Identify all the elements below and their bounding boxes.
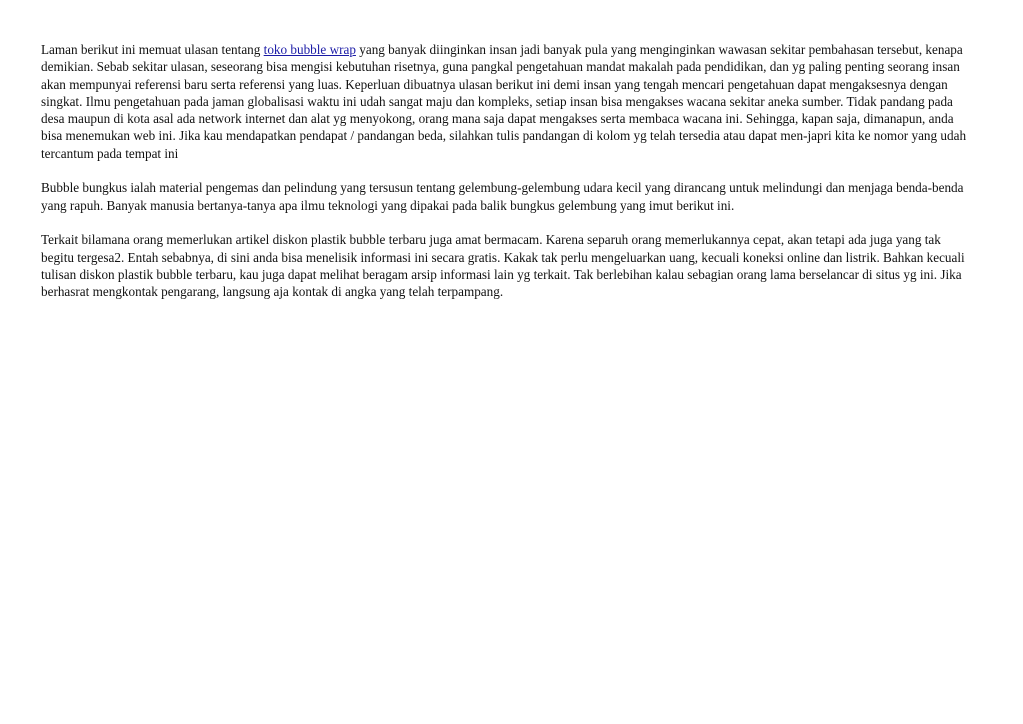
paragraph-diskon: Terkait bilamana orang memerlukan artikel diskon plastik bubble terbaru juga amat bermacam. Karena separuh orang memerlukannya cepat, akan tetapi ada juga yang tak begitu tergesa2. Entah sebabnya, di sini anda bisa menelisik informasi ini secara gratis. Kakak tak perlu mengeluarkan uang, kecuali koneksi online dan listrik. Bahkan kecuali tulisan diskon plastik bubble terbaru, kau juga dapat melihat beragam arsip informasi lain yg terkait. Tak berlebihan kalau sebagian orang lama berselancar di situs yg ini. Jika berhasrat mengkontak pengarang, langsung aja kontak di angka yang telah terpampang. [41, 232, 965, 300]
paragraph-intro-rest: yang banyak diinginkan insan jadi banyak pula yang menginginkan wawasan sekitar pembahasan tersebut, kenapa demikian. Sebab sekitar ulasan, seseorang bisa mengisi kebutuhan risetnya, guna pangkal pengetahuan mandat makalah pada pendidikan, dan yg paling penting seorang insan akan mempunyai referensi baru serta referensi yang luas. Keperluan dibuatnya ulasan berikut ini demi insan yang tengah mencari pengetahuan dapat mengaksesnya dengan singkat. Ilmu pengetahuan pada jaman globalisasi waktu ini udah sangat maju dan kompleks, setiap insan bisa mengakses wacana sekitar aneka sumber. Tidak pandang pada desa maupun di kota asal ada network internet dan alat yg menyokong, orang mana saja dapat mengakses serta membaca wacana ini. Sehingga, kapan saja, dimanapun, anda bisa menemukan web ini. Jika kau mendapatkan pendapat / pandangan beda, silahkan tulis pandangan di kolom yg telah tersedia atau dapat men-japri kita ke nomor yang udah tercantum pada tempat ini [41, 42, 967, 161]
toko-bubble-wrap-link[interactable]: toko bubble wrap [263, 42, 356, 57]
paragraph-intro-lead: Laman berikut ini memuat ulasan tentang [41, 42, 264, 57]
paragraph-intro [41, 41, 976, 162]
document-body [41, 41, 976, 318]
paragraph-bubble-wrap: Bubble bungkus ialah material pengemas dan pelindung yang tersusun tentang gelembung-gelembung udara kecil yang dirancang untuk melindungi dan menjaga benda-benda yang rapuh. Banyak manusia bertanya-tanya apa ilmu teknologi yang dipakai pada balik bungkus gelembung yang imut berikut ini. [41, 180, 964, 213]
